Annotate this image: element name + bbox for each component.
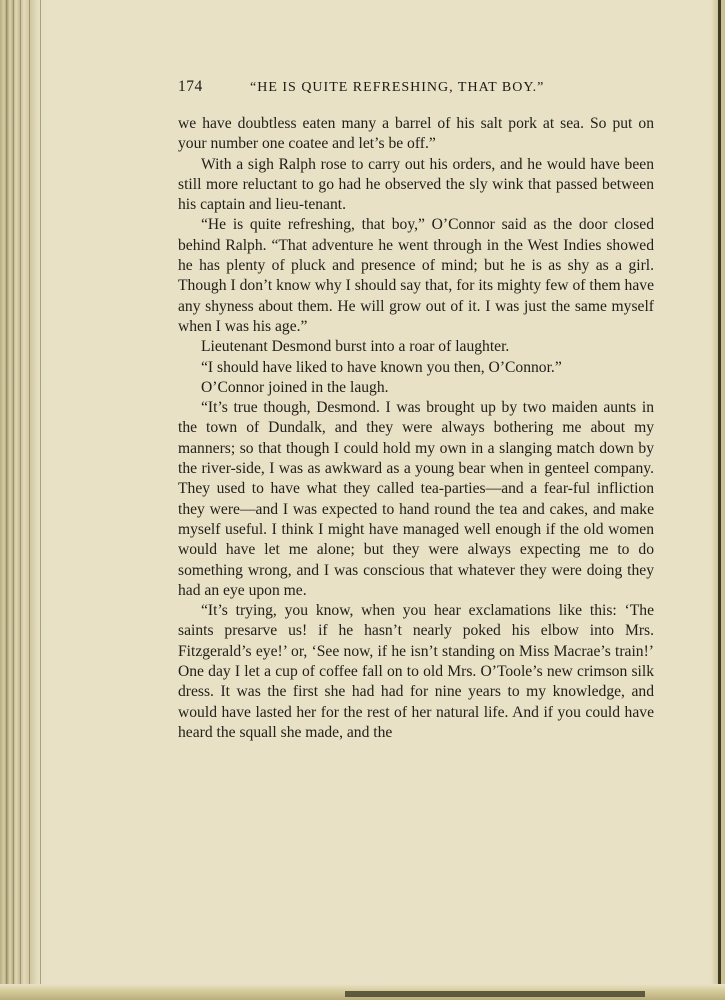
running-head: “HE IS QUITE REFRESHING, THAT BOY.”: [250, 80, 545, 95]
page-edge-line: [13, 0, 14, 1000]
page-edge-line: [20, 0, 21, 1000]
paragraph: “I should have liked to have known you then, O’Connor.”: [201, 358, 562, 376]
paragraph: Lieutenant Desmond burst into a roar of laughter.: [201, 338, 510, 356]
right-edge-shadow: [718, 0, 721, 1000]
paragraph: With a sigh Ralph rose to carry out his orders, and he would have been still more reluctant to go had he observed the sly wink that passed between his captain and lieu-tenant.: [178, 155, 654, 214]
paragraph: “It’s trying, you know, when you hear exclamations like this: ‘The saints presarve us! if he hasn’t nearly poked his elbow into Mrs. Fitzgerald’s eye!’ or, ‘See now, if he isn’t standing on Miss Macrae’s train!’ One day I let a cup of coffee fall on to old Mrs. O’Toole’s new crimson silk dress. It was the first she had had for nine years to my knowledge, and would have lasted her for the rest of her natural life. And if you could have heard the squall she made, and the: [178, 602, 654, 741]
page-edge-line: [6, 0, 7, 1000]
bottom-edge-shadow: [345, 991, 645, 997]
page-header: [178, 78, 654, 102]
paragraph: “He is quite refreshing, that boy,” O’Connor said as the door closed behind Ralph. “That adventure he went through in the West Indies showed he has plenty of pluck and presence of mind; but he is as shy as a girl. Though I don’t know why I should say that, for its mighty few of them have any shyness about them. He will grow out of it. I was just the same myself when I was his age.”: [178, 216, 654, 335]
page-edge-line: [29, 0, 30, 1000]
book-page: [178, 78, 654, 743]
page-edge-line: [40, 0, 41, 1000]
paragraph: “It’s true though, Desmond. I was brought up by two maiden aunts in the town of Dundalk, and they were always bothering me about my manners; so that though I could hold my own in a slanging match down by the river-side, I was as awkward as a young bear when in genteel company. They used to have what they called tea-parties—and a fear-ful infliction they were—and I was expected to hand round the tea and cakes, and make myself useful. I think I might have managed well enough if the old women would have let me alone; but they were always expecting me to do something wrong, and I was conscious that whatever they were doing they had an eye upon me.: [178, 399, 654, 599]
paragraph: O’Connor joined in the laugh.: [201, 378, 389, 396]
page-number: 174: [178, 78, 203, 95]
body-text: [178, 114, 654, 743]
paragraph: we have doubtless eaten many a barrel of his salt pork at sea. So put on your number one coatee and let’s be off.”: [178, 115, 654, 153]
